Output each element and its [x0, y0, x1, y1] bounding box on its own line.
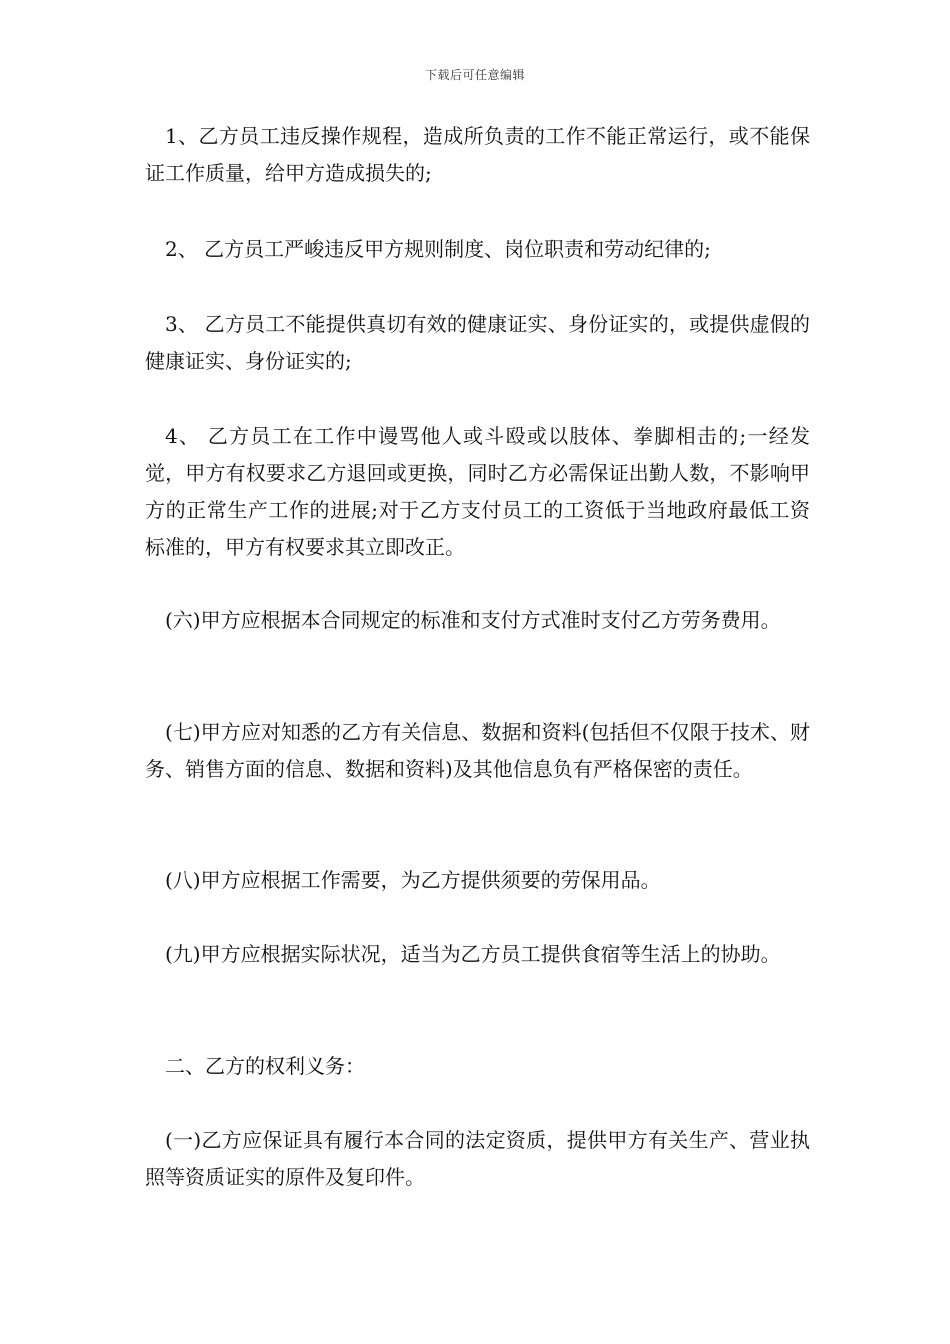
section-heading — [145, 1048, 810, 1085]
paragraph-text: (八)甲方应根据工作需要，为乙方提供须要的劳保用品。 — [165, 868, 661, 892]
paragraph-text: 4、 乙方员工在工作中谩骂他人或斗殴或以肢体、拳脚相击的;一经发觉，甲方有权要求乙方退回或更换，同时乙方必需保证出勤人数，不影响甲方的正常生产工作的进展;对于乙方支付员工的工资低于当地政府最低工资标准的，甲方有权要求其立即改正。 — [145, 424, 810, 559]
paragraph-5 — [145, 602, 810, 639]
paragraph-3 — [145, 306, 810, 380]
paragraph-text: (九)甲方应根据实际状况，适当为乙方员工提供食宿等生活上的协助。 — [165, 942, 781, 966]
paragraph-text: 1、乙方员工违反操作规程，造成所负责的工作不能正常运行，或不能保证工作质量，给甲方造成损失的; — [145, 124, 810, 185]
paragraph-8 — [145, 936, 810, 973]
paragraph-text: (七)甲方应对知悉的乙方有关信息、数据和资料(包括但不仅限于技术、财务、销售方面的信息、数据和资料)及其他信息负有严格保密的责任。 — [145, 720, 810, 781]
paragraph-text: (一)乙方应保证具有履行本合同的法定资质，提供甲方有关生产、营业执照等资质证实的原件及复印件。 — [145, 1128, 810, 1189]
paragraph-4 — [145, 418, 810, 566]
paragraph-6 — [145, 714, 810, 788]
section-heading-text: 二、乙方的权利义务： — [165, 1054, 365, 1078]
paragraph-text: 3、 乙方员工不能提供真切有效的健康证实、身份证实的，或提供虚假的健康证实、身份证实的; — [145, 312, 810, 373]
paragraph-1 — [145, 118, 810, 192]
paragraph-2 — [145, 231, 810, 268]
paragraph-7 — [145, 862, 810, 899]
page-header: 下载后可任意编辑 — [424, 68, 525, 82]
paragraph-9 — [145, 1122, 810, 1196]
paragraph-text: (六)甲方应根据本合同规定的标准和支付方式准时支付乙方劳务费用。 — [165, 608, 781, 632]
paragraph-text: 2、 乙方员工严峻违反甲方规则制度、岗位职责和劳动纪律的; — [165, 237, 711, 261]
